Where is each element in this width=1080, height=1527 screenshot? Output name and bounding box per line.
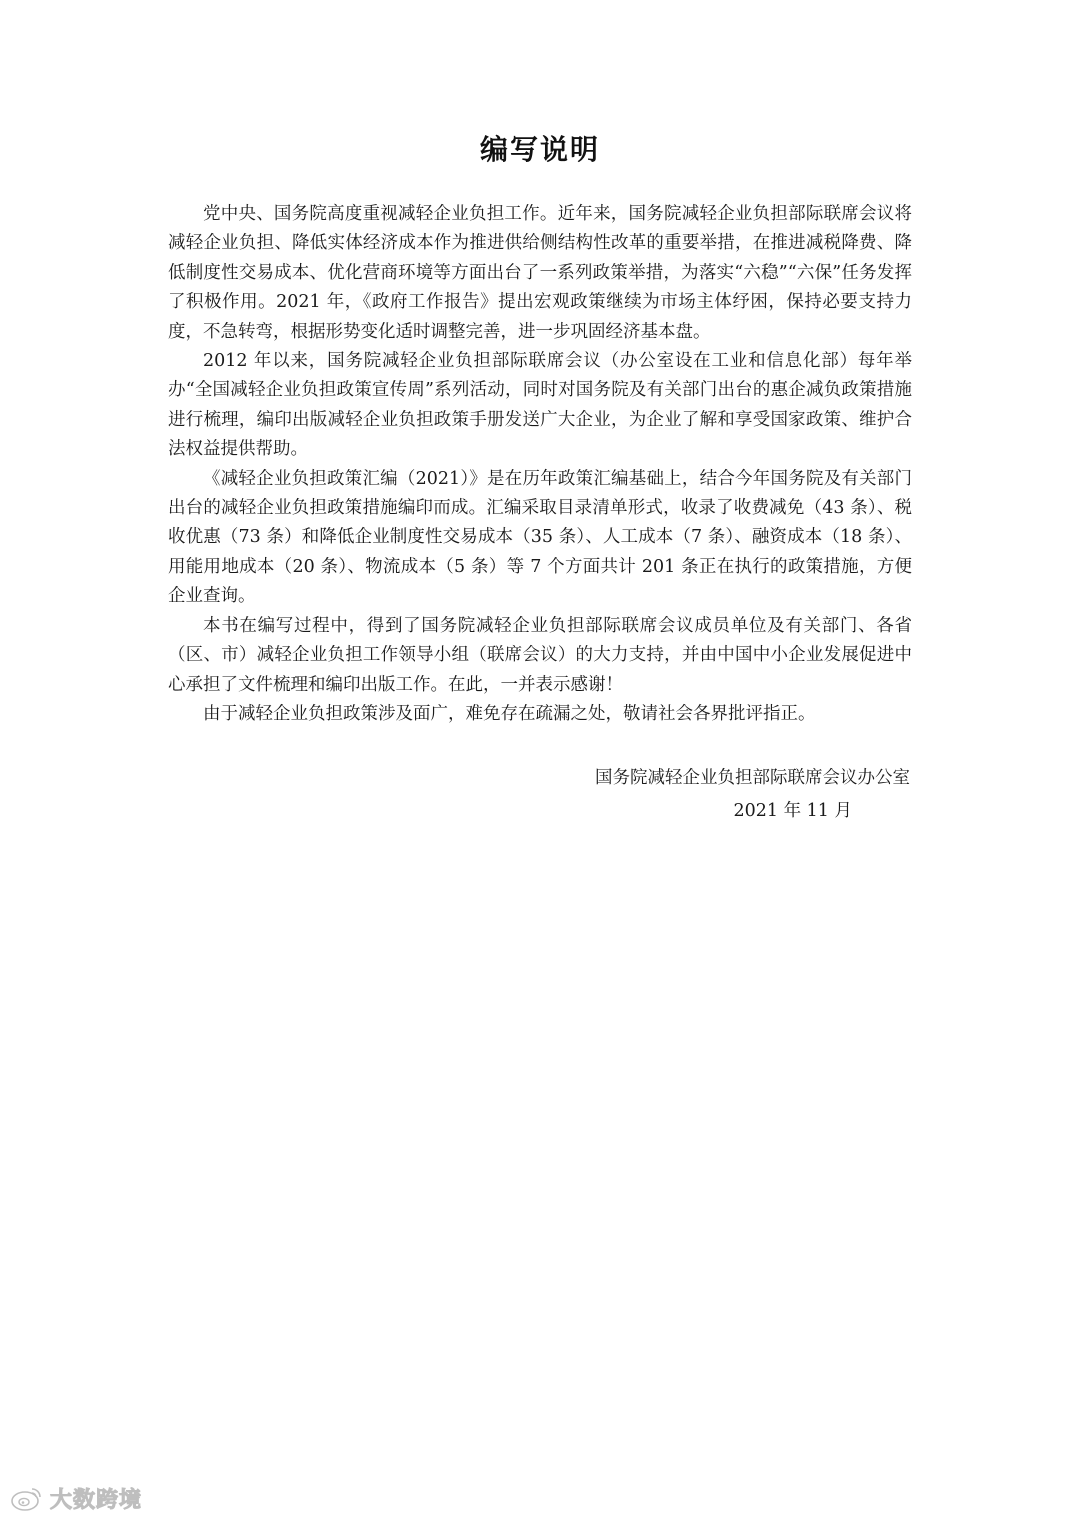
signature-organization: 国务院减轻企业负担部际联席会议办公室 — [595, 768, 910, 788]
paragraph-4: 本书在编写过程中，得到了国务院减轻企业负担部际联席会议成员单位及有关部门、各省（区、市）减轻企业负担工作领导小组（联席会议）的大力支持，并由中国中小企业发展促进中心承担了文件梳理和编印出版工作。在此，一并表示感谢！ — [168, 615, 912, 695]
signature-date: 2021 年 11 月 — [733, 801, 852, 821]
document-body — [168, 200, 912, 729]
page-title: 编写说明 — [479, 133, 600, 166]
watermark — [10, 1481, 142, 1515]
paragraph-2: 2012 年以来，国务院减轻企业负担部际联席会议（办公室设在工业和信息化部）每年举办“全国减轻企业负担政策宣传周”系列活动，同时对国务院及有关部门出台的惠企减负政策措施进行梳理，编印出版减轻企业负担政策手册发送广大企业，为企业了解和享受国家政策、维护合法权益提供帮助。 — [168, 351, 912, 460]
paragraph-1: 党中央、国务院高度重视减轻企业负担工作。近年来，国务院减轻企业负担部际联席会议将减轻企业负担、降低实体经济成本作为推进供给侧结构性改革的重要举措，在推进减税降费、降低制度性交易成本、优化营商环境等方面出台了一系列政策举措，为落实“六稳”“六保”任务发挥了积极作用。2021 年，《政府工作报告》提出宏观政策继续为市场主体纾困，保持必要支持力度，不急转弯，根据形势变化适时调整完善，进一步巩固经济基本盘。 — [168, 204, 912, 342]
paragraph-5: 由于减轻企业负担政策涉及面广，难免存在疏漏之处，敬请社会各界批评指正。 — [203, 703, 816, 724]
signature-block — [595, 762, 910, 828]
weibo-logo-icon — [10, 1484, 44, 1512]
watermark-text: 大数跨境 — [50, 1487, 143, 1513]
paragraph-3: 《减轻企业负担政策汇编（2021）》是在历年政策汇编基础上，结合今年国务院及有关部门出台的减轻企业负担政策措施编印而成。汇编采取目录清单形式，收录了收费减免（43 条）、税收优惠（73 条）和降低企业制度性交易成本（35 条）、人工成本（7 条）、融资成本（18 条）、用能用地成本（20 条）、物流成本（5 条）等 7 个方面共计 201 条正在执行的政策措施，方便企业查询。 — [168, 468, 912, 607]
